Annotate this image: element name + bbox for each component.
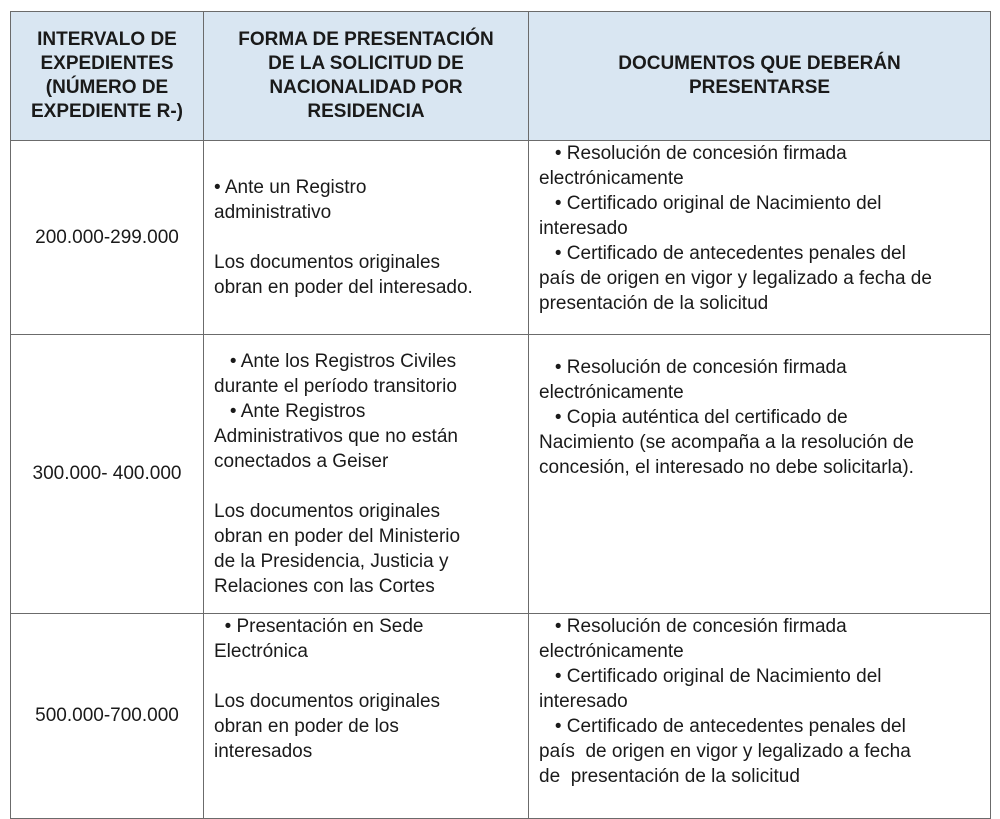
table-row: [11, 141, 991, 335]
range-value: 500.000-700.000: [35, 705, 179, 726]
header-documentos: DOCUMENTOS QUE DEBERÁN PRESENTARSE: [529, 12, 991, 141]
range-cell: [11, 335, 204, 614]
range-cell: [11, 614, 204, 819]
forma-cell: • Presentación en Sede Electrónica Los documentos originales obran en poder de los interesados: [204, 614, 529, 819]
range-cell: [11, 141, 204, 335]
table-row: [11, 335, 991, 614]
range-value: 300.000- 400.000: [32, 463, 182, 484]
forma-cell: • Ante los Registros Civiles durante el período transitorio • Ante Registros Administrativos que no están conectados a Geiser Los documentos originales obran en poder del Ministerio de la Presidencia, Justicia y Relaciones con las Cortes: [204, 335, 529, 614]
documentos-cell: • Resolución de concesión firmada electrónicamente • Certificado original de Nacimiento del interesado • Certificado de antecedentes penales del país de origen en vigor y legalizado a fecha de presentación de la solicitud: [529, 614, 991, 819]
range-value: 200.000-299.000: [35, 226, 179, 248]
header-row: [11, 12, 991, 141]
header-intervalo: INTERVALO DE EXPEDIENTES (NÚMERO DE EXPEDIENTE R-): [11, 12, 204, 141]
header-forma: FORMA DE PRESENTACIÓN DE LA SOLICITUD DE NACIONALIDAD POR RESIDENCIA: [204, 12, 529, 141]
table-row: [11, 614, 991, 819]
documentos-cell: • Resolución de concesión firmada electrónicamente • Certificado original de Nacimiento del interesado • Certificado de antecedentes penales del país de origen en vigor y legalizado a fecha de presentación de la solicitud: [529, 141, 991, 335]
documentos-cell: • Resolución de concesión firmada electrónicamente • Copia auténtica del certificado de Nacimiento (se acompaña a la resolución de concesión, el interesado no debe solicitarla).: [529, 335, 991, 614]
forma-cell: • Ante un Registro administrativo Los documentos originales obran en poder del interesado.: [204, 141, 529, 335]
nationality-documents-table: [10, 11, 991, 819]
